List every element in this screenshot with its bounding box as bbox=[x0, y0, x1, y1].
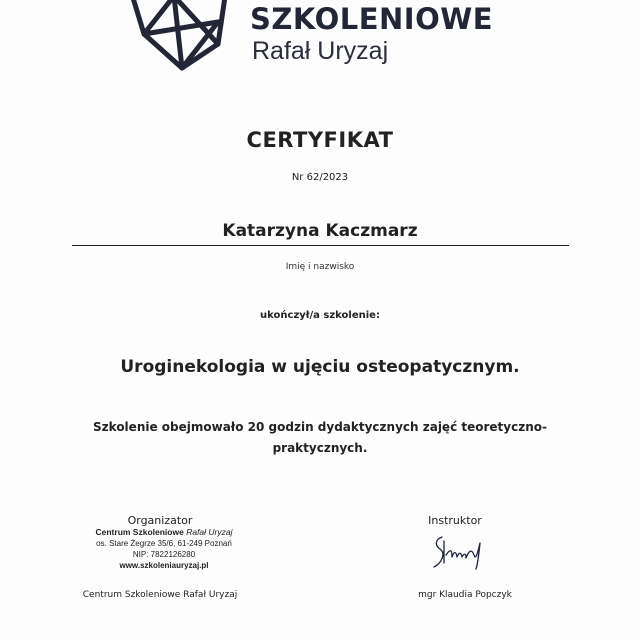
stamp-company-name bbox=[84, 527, 244, 538]
holder-name: Katarzyna Kaczmarz bbox=[222, 221, 418, 241]
brand-name-line1: SZKOLENIOWE bbox=[250, 2, 494, 36]
stamp-nip: NIP: 7822126280 bbox=[132, 550, 196, 559]
organizer-stamp bbox=[84, 527, 244, 571]
brand-name-line2: Rafał Uryzaj bbox=[252, 37, 389, 65]
organizer-label: Organizator bbox=[127, 514, 193, 527]
certificate-title: CERTYFIKAT bbox=[246, 128, 394, 152]
course-description-line1: Szkolenie obejmowało 20 godzin dydaktycznych zajęć teoretyczno- bbox=[93, 420, 547, 434]
course-description bbox=[0, 417, 640, 459]
name-caption: Imię i nazwisko bbox=[285, 262, 355, 272]
stamp-website: www.szkoleniauryzaj.pl bbox=[119, 561, 209, 570]
stamp-name-bold: Centrum Szkoleniowe bbox=[95, 527, 184, 537]
stamp-address: os. Stare Żegrze 35/6, 61-249 Poznań bbox=[96, 539, 232, 548]
course-description-line2: praktycznych. bbox=[272, 441, 368, 455]
instructor-name: mgr Klaudia Popczyk bbox=[418, 590, 512, 600]
stamp-name-italic: Rafał Uryzaj bbox=[186, 527, 233, 537]
instructor-label: Instruktor bbox=[428, 514, 482, 527]
course-title: Uroginekologia w ujęciu osteopatycznym. bbox=[120, 357, 520, 377]
geometric-wireframe-logo-icon bbox=[122, 0, 232, 74]
completed-label: ukończył/a szkolenie: bbox=[260, 310, 380, 321]
handwritten-signature-icon bbox=[430, 533, 490, 571]
certificate-number: Nr 62/2023 bbox=[291, 172, 349, 183]
organizer-block bbox=[60, 514, 260, 527]
name-underline bbox=[72, 245, 569, 246]
organizer-footer: Centrum Szkoleniowe Rafał Uryzaj bbox=[82, 590, 238, 600]
